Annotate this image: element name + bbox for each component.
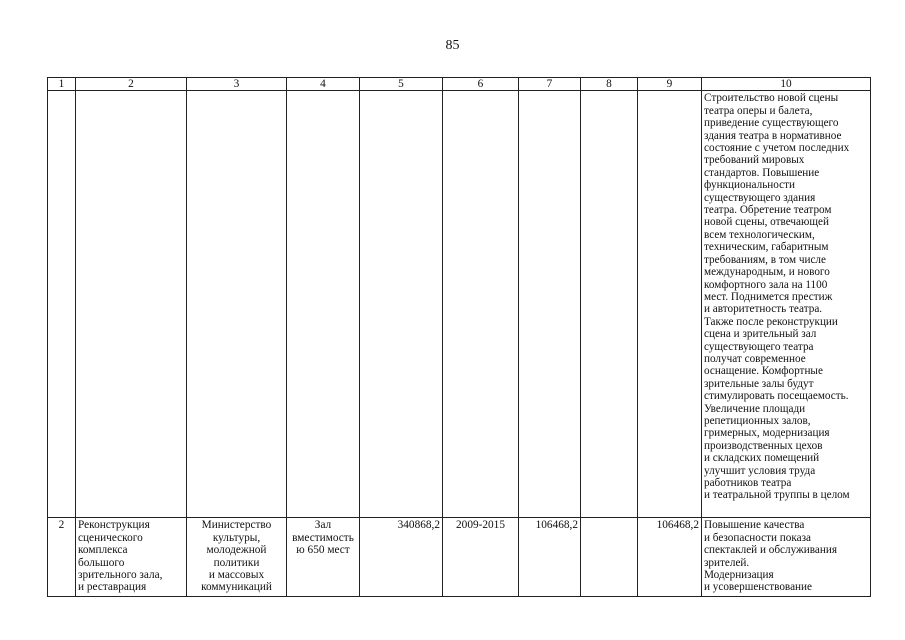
text-line: Зал — [314, 519, 332, 532]
text-line: и усовершенствование — [704, 581, 812, 594]
text-line: приведение существующего — [704, 117, 839, 130]
text-line: состояние с учетом последних — [704, 142, 850, 155]
text-line: и массовых — [208, 569, 265, 582]
customer-cell — [187, 518, 287, 597]
table-cell — [581, 91, 638, 518]
text-line: и складских помещений — [704, 452, 820, 465]
text-line: Строительство новой сцены — [704, 92, 839, 105]
text-line: большого — [78, 556, 125, 569]
header-cell: 5 — [360, 78, 443, 91]
results-description-cell — [702, 91, 871, 518]
text-line: новой сцены, отвечающей — [704, 216, 829, 229]
text-line: улучшит условия труда — [704, 464, 816, 477]
text-line: Модернизация — [704, 569, 774, 582]
text-line: оснащение. Комфортные — [704, 365, 823, 378]
text-line: зрителей. — [704, 556, 750, 569]
text-line: существующего здания — [704, 191, 816, 204]
header-cell: 8 — [581, 78, 638, 91]
text-line: и театральной труппы в целом — [704, 489, 850, 502]
page-number: 85 — [445, 38, 460, 53]
table-row — [48, 518, 871, 597]
header-cell: 4 — [287, 78, 360, 91]
table-cell — [48, 91, 76, 518]
text-line: театра. Обретение театром — [704, 204, 832, 217]
table-cell — [519, 91, 581, 518]
funding-cell: 106468,2 — [519, 518, 581, 597]
table-cell — [443, 91, 519, 518]
text-line: техническим, габаритным — [704, 241, 829, 254]
period-cell: 2009-2015 — [443, 518, 519, 597]
text-line: здания театра в нормативное — [704, 129, 842, 142]
header-cell: 3 — [187, 78, 287, 91]
text-line: вместимость — [292, 531, 354, 544]
text-line: и реставрация — [78, 581, 147, 594]
text-line: зрительные залы будут — [704, 377, 814, 390]
program-table — [47, 77, 871, 597]
text-line: стандартов. Повышение — [704, 166, 820, 179]
capacity-cell — [287, 518, 360, 597]
header-cell: 9 — [638, 78, 702, 91]
text-line: Увеличение площади — [704, 402, 806, 415]
table-cell — [187, 91, 287, 518]
header-cell: 10 — [702, 78, 871, 91]
text-line: всем технологическим, — [704, 228, 815, 241]
text-line: требований мировых — [704, 154, 805, 167]
table-cell — [581, 518, 638, 597]
header-cell: 6 — [443, 78, 519, 91]
funding-cell: 106468,2 — [638, 518, 702, 597]
text-line: сцена и зрительный зал — [704, 328, 817, 341]
text-line: театра оперы и балета, — [704, 104, 813, 117]
results-description-cell — [702, 518, 871, 597]
text-line: Повышение качества — [704, 519, 805, 532]
table-cell — [638, 91, 702, 518]
table-cell — [360, 91, 443, 518]
text-line: ю 650 мест — [296, 544, 350, 557]
text-line: молодежной — [206, 544, 267, 557]
text-line: мест. Поднимется престиж — [704, 290, 833, 303]
text-line: зрительного зала, — [78, 569, 163, 582]
text-line: и авторитетность театра. — [704, 303, 823, 316]
text-line: Министерство — [201, 519, 272, 532]
header-cell: 7 — [519, 78, 581, 91]
text-line: международным, и нового — [704, 266, 830, 279]
table-cell — [76, 91, 187, 518]
text-line: работников театра — [704, 477, 792, 489]
header-row — [48, 78, 871, 91]
cost-cell: 340868,2 — [360, 518, 443, 597]
text-line: комфортного зала на 1100 — [704, 278, 828, 291]
header-cell: 1 — [48, 78, 76, 91]
text-line: получат современное — [704, 352, 806, 365]
text-line: требованиям, в том числе — [704, 253, 826, 266]
text-line: Реконструкция — [78, 519, 150, 532]
text-line: политики — [213, 556, 260, 569]
text-line: культуры, — [212, 531, 261, 544]
text-line: комплекса — [78, 544, 128, 557]
text-line: функциональности — [704, 179, 795, 192]
row-number-cell: 2 — [48, 518, 76, 597]
text-line: Также после реконструкции — [704, 315, 838, 328]
project-name-cell — [76, 518, 187, 597]
text-line: стимулировать посещаемость. — [704, 390, 849, 403]
text-line: спектаклей и обслуживания — [704, 544, 837, 557]
text-line: коммуникаций — [201, 581, 272, 594]
table-cell — [287, 91, 360, 518]
text-line: репетиционных залов, — [704, 414, 811, 427]
text-line: сценического — [78, 531, 143, 544]
text-line: и безопасности показа — [704, 531, 811, 544]
header-cell: 2 — [76, 78, 187, 91]
table-row — [48, 91, 871, 518]
text-line: гримерных, модернизация — [704, 427, 830, 440]
text-line: производственных цехов — [704, 439, 823, 452]
text-line: существующего театра — [704, 340, 814, 353]
